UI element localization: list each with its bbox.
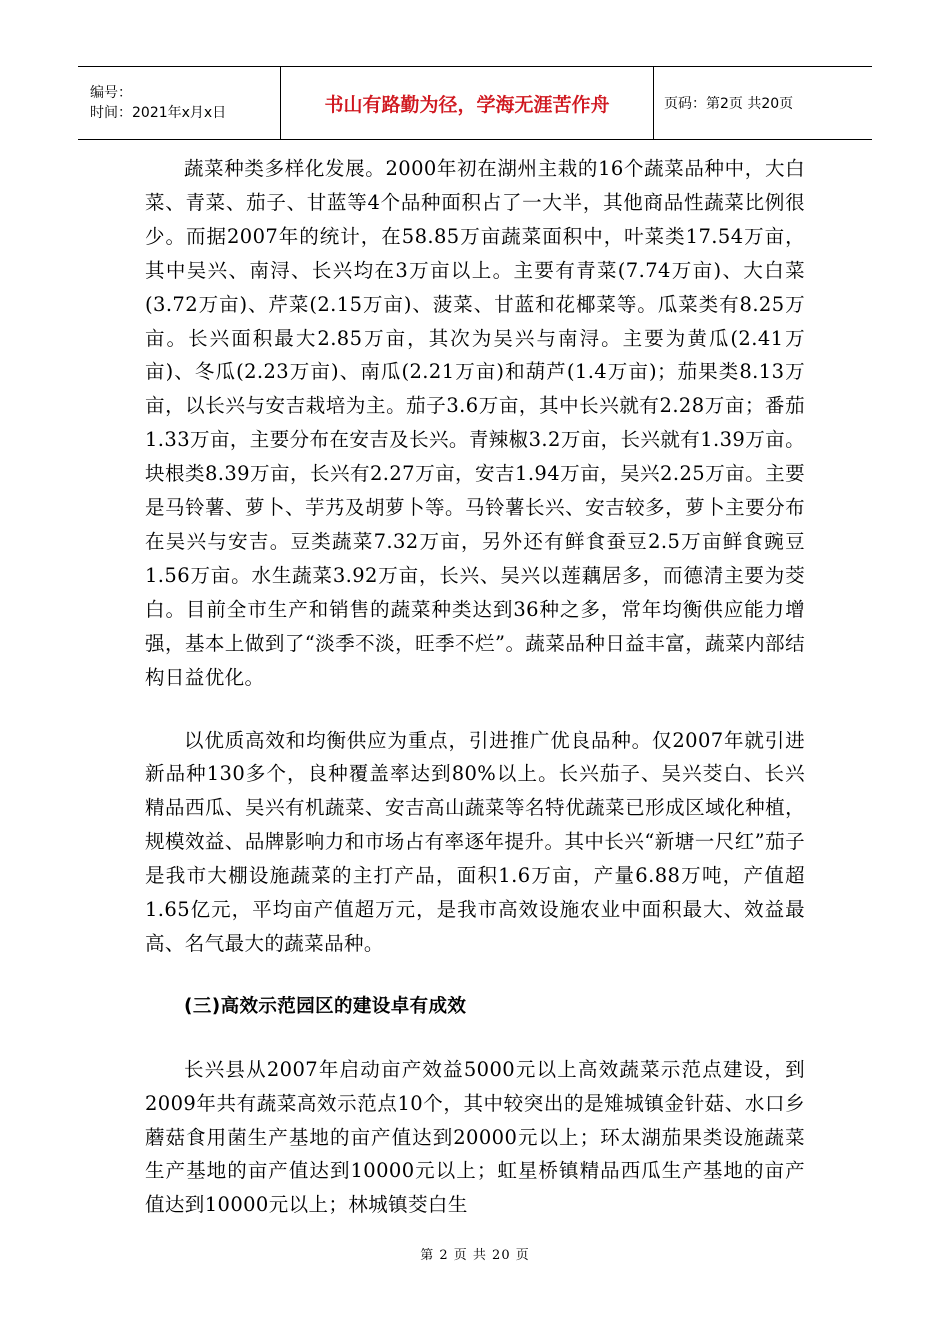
page-header — [78, 66, 872, 140]
paragraph-demo-parks: 长兴县从2007年启动亩产效益5000元以上高效蔬菜示范点建设，到2009年共有蔬菜高效示范点10个，其中较突出的是雉城镇金针菇、水口乡蘑菇食用菌生产基地的亩产值达到20000元以上；环太湖茄果类设施蔬菜生产基地的亩产值达到10000元以上；虹星桥镇精品西瓜生产基地的亩产值达到10000元以上；林城镇茭白生 — [145, 1057, 805, 1217]
header-page-info — [654, 67, 872, 139]
page-info-text: 页码：第2页 共20页 — [664, 96, 794, 112]
motto-text: 书山有路勤为径，学海无涯苦作舟 — [324, 93, 610, 116]
page-footer: 第 2 页 共 20 页 — [420, 1248, 530, 1263]
section-heading: (三)高效示范园区的建设卓有成效 — [184, 995, 467, 1017]
paragraph-new-varieties: 以优质高效和均衡供应为重点，引进推广优良品种。仅2007年就引进新品种130多个，良种覆盖率达到80%以上。长兴茄子、吴兴茭白、长兴精品西瓜、吴兴有机蔬菜、安吉高山蔬菜等名特优蔬菜已形成区域化种植，规模效益、品牌影响力和市场占有率逐年提升。其中长兴“新塘一尺红”茄子是我市大棚设施蔬菜的主打产品，面积1.6万亩，产量6.88万吨，产值超1.65亿元，平均亩产值超万元，是我市高效设施农业中面积最大、效益最高、名气最大的蔬菜品种。 — [145, 728, 805, 955]
document-body — [145, 152, 805, 1222]
document-number: 编号： — [90, 85, 132, 101]
document-date: 时间：2021年x月x日 — [90, 105, 227, 121]
paragraph-vegetable-varieties: 蔬菜种类多样化发展。2000年初在湖州主栽的16个蔬菜品种中，大白菜、青菜、茄子、甘蓝等4个品种面积占了一大半，其他商品性蔬菜比例很少。而据2007年的统计，在58.85万亩蔬菜面积中，叶菜类17.54万亩，其中吴兴、南浔、长兴均在3万亩以上。主要有青菜(7.74万亩)、大白菜(3.72万亩)、芹菜(2.15万亩)、菠菜、甘蓝和花椰菜等。瓜菜类有8.25万亩。长兴面积最大2.85万亩，其次为吴兴与南浔。主要为黄瓜(2.41万亩)、冬瓜(2.23万亩)、南瓜(2.21万亩)和葫芦(1.4万亩)；茄果类8.13万亩，以长兴与安吉栽培为主。茄子3.6万亩，其中长兴就有2.28万亩；番茄1.33万亩，主要分布在安吉及长兴。青辣椒3.2万亩，长兴就有1.39万亩。块根类8.39万亩，长兴有2.27万亩，安吉1.94万亩，吴兴2.25万亩。主要是马铃薯、萝卜、芋艿及胡萝卜等。马铃薯长兴、安吉较多，萝卜主要分布在吴兴与安吉。豆类蔬菜7.32万亩，另外还有鲜食蚕豆2.5万亩鲜食豌豆1.56万亩。水生蔬菜3.92万亩，长兴、吴兴以莲藕居多，而德清主要为茭白。目前全市生产和销售的蔬菜种类达到36种之多，常年均衡供应能力增强，基本上做到了“淡季不淡，旺季不烂”。蔬菜品种日益丰富，蔬菜内部结构日益优化。 — [145, 157, 805, 689]
header-meta — [78, 67, 280, 139]
header-motto — [280, 67, 654, 139]
